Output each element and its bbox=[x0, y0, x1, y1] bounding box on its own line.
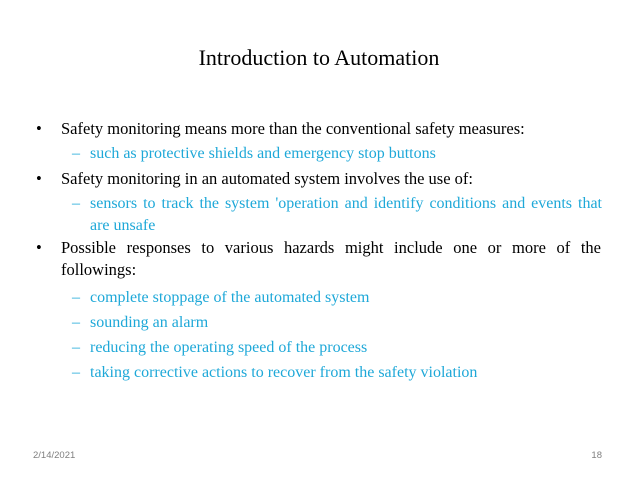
sub-bullet-text: sensors to track the system 'operation and identify conditions and events that are unsafe bbox=[90, 195, 602, 234]
bullet-marker: • bbox=[36, 238, 42, 257]
sub-bullet-text: sounding an alarm bbox=[90, 314, 209, 331]
sub-bullet-text: complete stoppage of the automated system bbox=[90, 289, 370, 306]
sub-bullet-item bbox=[72, 312, 602, 334]
bullet-text: Safety monitoring means more than the conventional safety measures: bbox=[61, 119, 525, 138]
dash-marker: – bbox=[72, 339, 80, 356]
slide-title: Introduction to Automation bbox=[198, 45, 440, 70]
dash-marker: – bbox=[72, 145, 80, 162]
sub-bullet-item bbox=[72, 193, 602, 237]
sub-bullet-item bbox=[72, 143, 602, 165]
bullet-item bbox=[36, 118, 601, 140]
bullet-text: Safety monitoring in an automated system involves the use of: bbox=[61, 169, 473, 188]
footer-page-number: 18 bbox=[591, 450, 602, 461]
bullet-item bbox=[36, 168, 601, 190]
footer-date: 2/14/2021 bbox=[33, 450, 76, 461]
sub-bullet-text: reducing the operating speed of the process bbox=[90, 339, 368, 356]
dash-marker: – bbox=[72, 364, 80, 381]
sub-bullet-item bbox=[72, 287, 602, 309]
dash-marker: – bbox=[72, 314, 80, 331]
sub-bullet-text: taking corrective actions to recover from the safety violation bbox=[90, 364, 478, 381]
dash-marker: – bbox=[72, 289, 80, 306]
sub-bullet-item bbox=[72, 362, 602, 384]
bullet-marker: • bbox=[36, 169, 42, 188]
bullet-item bbox=[36, 237, 601, 281]
bullet-text: Possible responses to various hazards might include one or more of the followings: bbox=[61, 238, 601, 279]
sub-bullet-text: such as protective shields and emergency stop buttons bbox=[90, 145, 436, 162]
dash-marker: – bbox=[72, 195, 80, 212]
bullet-marker: • bbox=[36, 119, 42, 138]
sub-bullet-item bbox=[72, 337, 602, 359]
